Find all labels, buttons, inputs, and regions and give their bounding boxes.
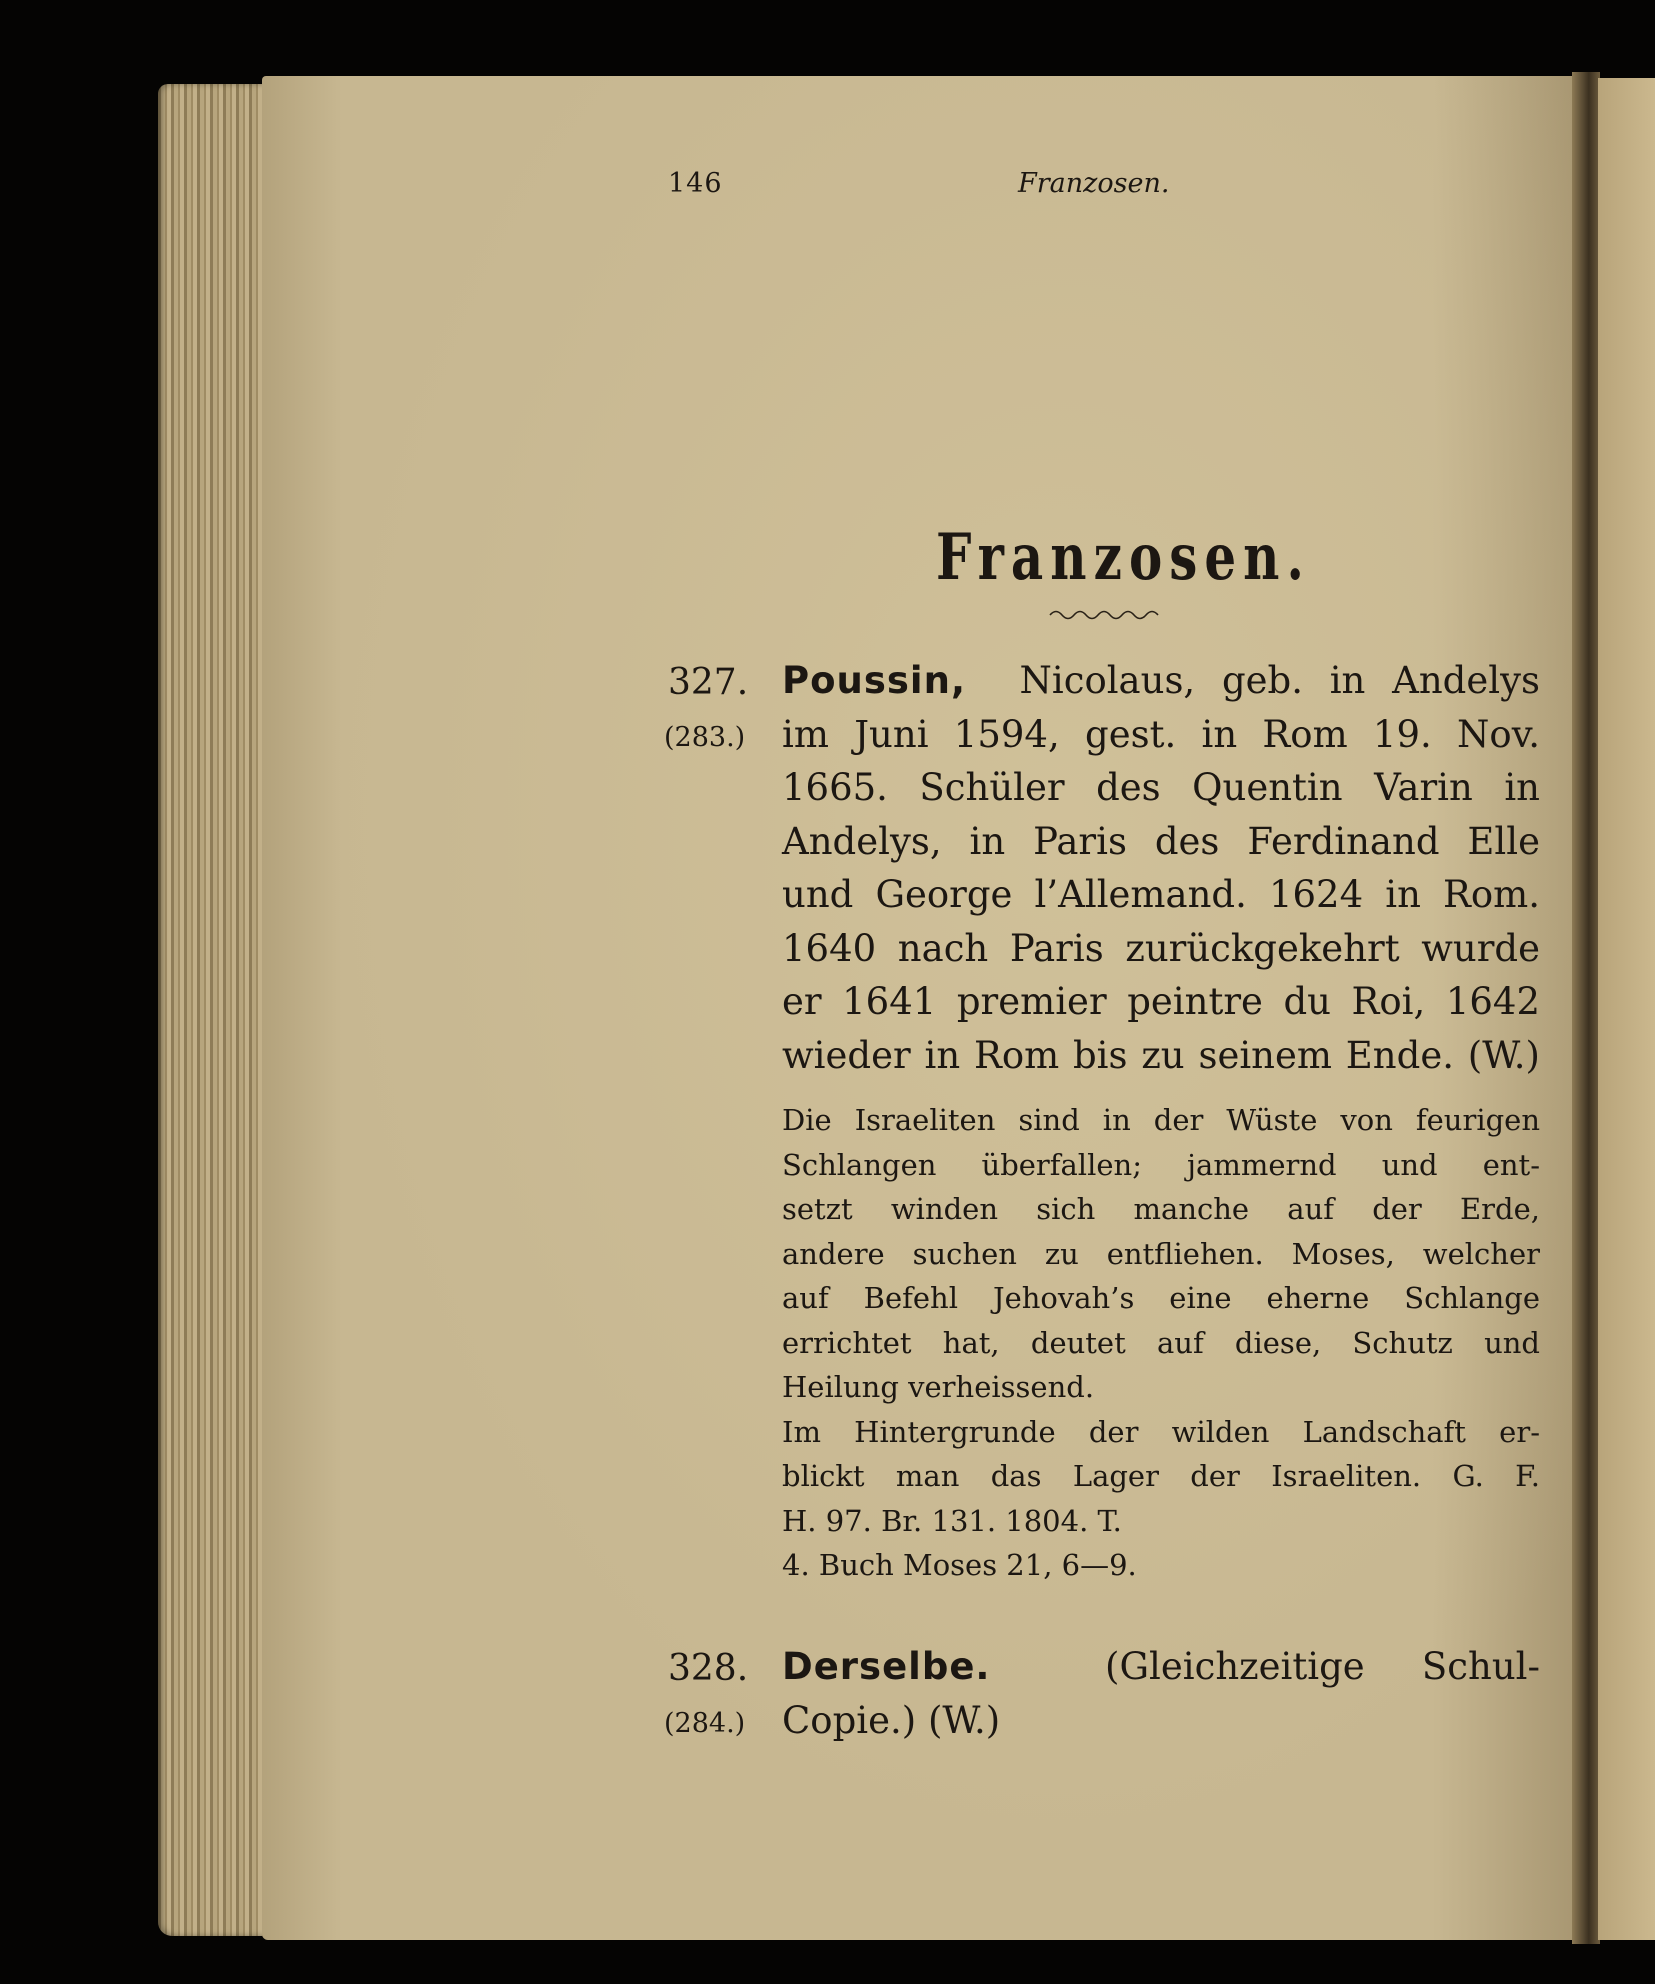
description-line: blickt man das Lager der Israeliten. G. F.: [782, 1459, 1540, 1493]
description-line: auf Befehl Jehovah’s eine eherne Schlange: [782, 1281, 1540, 1315]
facing-page-edge: [1598, 78, 1655, 1940]
description-line: Die Israeliten sind in der Wüste von feurigen: [782, 1103, 1540, 1137]
biography-line: wieder in Rom bis zu seinem Ende. (W.): [782, 1033, 1540, 1077]
running-title: Franzosen.: [1018, 168, 1170, 199]
page-number: 146: [668, 168, 723, 199]
description-line: 4. Buch Moses 21, 6—9.: [782, 1548, 1137, 1582]
biography-line: und George l’Allemand. 1624 in Rom.: [782, 873, 1540, 916]
description-line: setzt winden sich manche auf der Erde,: [782, 1192, 1540, 1226]
artist-name: Poussin,: [782, 659, 967, 702]
biography-line: Derselbe. (Gleichzeitige Schul-: [782, 1645, 1540, 1688]
wavy-divider-ornament: [1048, 606, 1160, 620]
biography-line: Copie.) (W.): [782, 1698, 1001, 1742]
entry-number: 328.: [668, 1648, 749, 1689]
entry-biography: [782, 1640, 1540, 1747]
biography-line: im Juni 1594, gest. in Rom 19. Nov.: [782, 712, 1540, 756]
biography-line: er 1641 premier peintre du Roi, 1642: [782, 980, 1540, 1023]
description-line: Heilung verheissend.: [782, 1370, 1095, 1404]
description-line: H. 97. Br. 131. 1804. T.: [782, 1503, 1122, 1538]
description-line: andere suchen zu entfliehen. Moses, welcher: [782, 1236, 1540, 1271]
biography-line: Andelys, in Paris des Ferdinand Elle: [782, 819, 1540, 863]
biography-line: Poussin, Nicolaus, geb. in Andelys: [782, 659, 1540, 702]
entry-number: 327.: [668, 662, 749, 703]
artist-name: Derselbe.: [782, 1645, 991, 1688]
chapter-title: Franzosen.: [936, 520, 1311, 595]
entry-biography: [782, 654, 1540, 1082]
description-line: Schlangen überfallen; jammernd und ent-: [782, 1147, 1540, 1182]
description-line: errichtet hat, deutet auf diese, Schutz und: [782, 1325, 1540, 1360]
book-gutter: [1572, 72, 1600, 1944]
description-line: Im Hintergrunde der wilden Landschaft er-: [782, 1414, 1540, 1449]
biography-line: 1640 nach Paris zurückgekehrt wurde: [782, 926, 1540, 970]
entry-old-number: (283.): [664, 722, 746, 753]
biography-line: 1665. Schüler des Quentin Varin in: [782, 766, 1540, 809]
book-page-edges: [158, 84, 278, 1936]
entry-description: [782, 1098, 1540, 1588]
entry-old-number: (284.): [664, 1708, 746, 1739]
